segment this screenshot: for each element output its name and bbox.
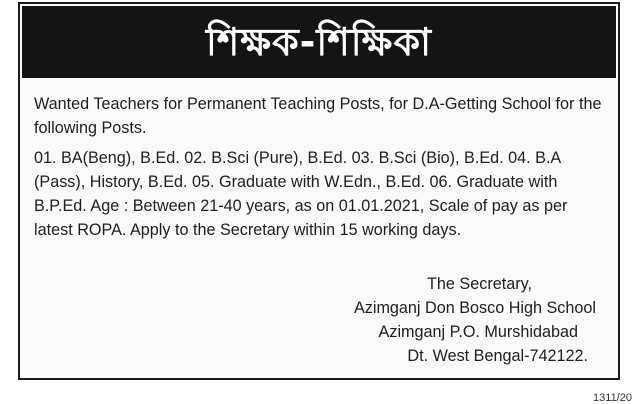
signatory-title: The Secretary, xyxy=(427,275,532,293)
heading-banner xyxy=(22,6,616,78)
notice-intro: Wanted Teachers for Permanent Teaching Posts, for D.A-Getting School for the following Posts. xyxy=(34,95,602,137)
district-address: Dt. West Bengal-742122. xyxy=(407,347,588,365)
banner-title: শিক্ষক-শিক্ষিকা xyxy=(205,20,433,64)
notice-details: 01. BA(Beng), B.Ed. 02. B.Sci (Pure), B.Ed. 03. B.Sci (Bio), B.Ed. 04. B.A (Pass), History, B.Ed. 05. Graduate with W.Edn., B.Ed. 06. Graduate with B.P.Ed. Age : Between 21-40 years, as on 01.01.2021, Scale of pay as per latest ROPA. Apply to the Secretary within 15 working days. xyxy=(34,149,568,239)
reference-number: 1311/20 xyxy=(593,392,632,404)
post-office: Azimganj P.O. Murshidabad xyxy=(378,323,578,341)
signature-block xyxy=(354,272,596,368)
school-name: Azimganj Don Bosco High School xyxy=(353,299,596,317)
advertisement-box xyxy=(18,2,620,380)
notice-body xyxy=(34,92,606,242)
